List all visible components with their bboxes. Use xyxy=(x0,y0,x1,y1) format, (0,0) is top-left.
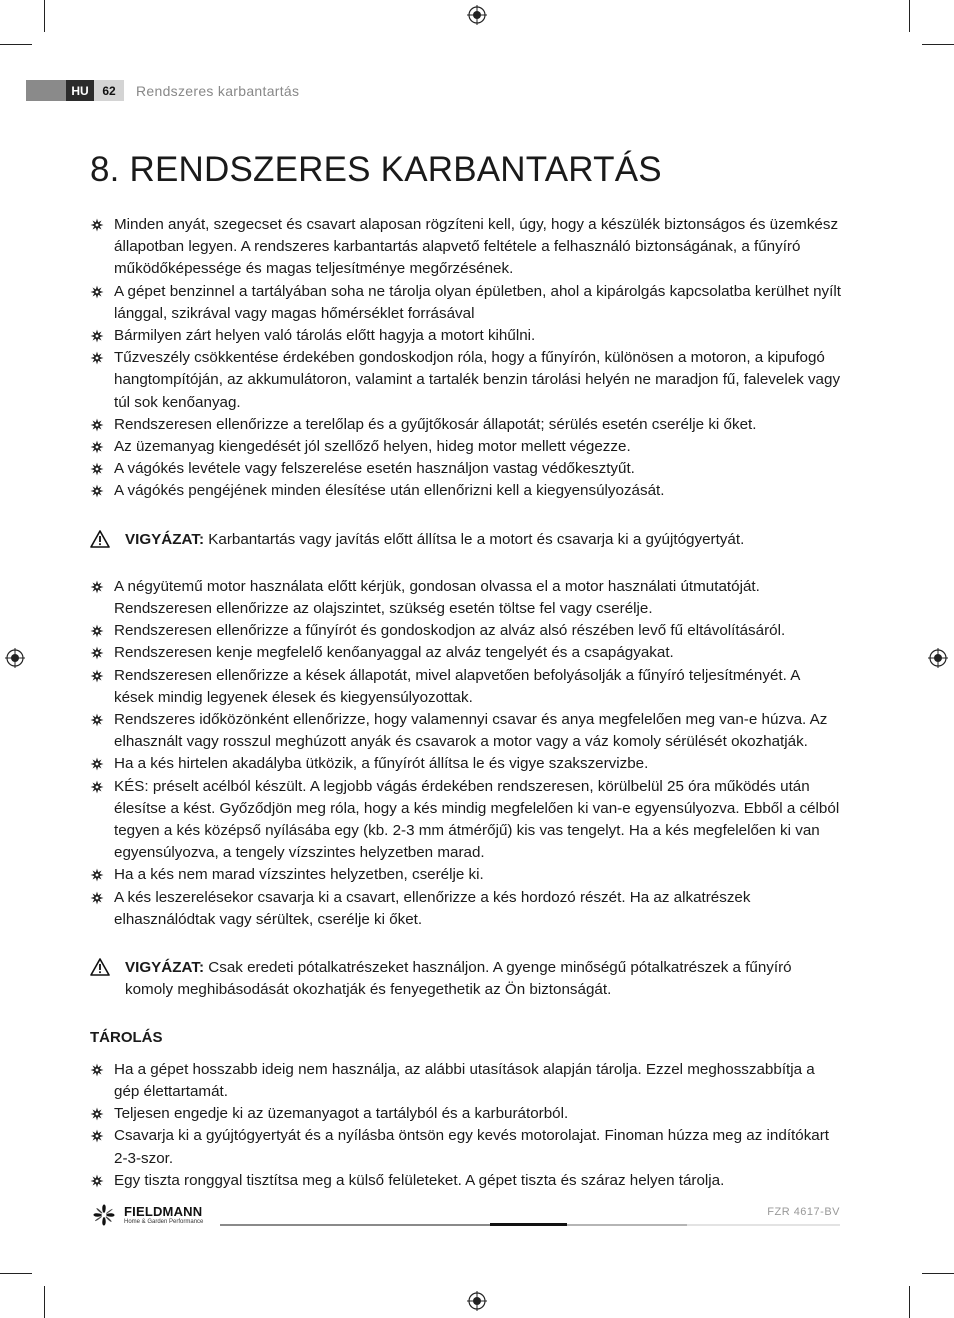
list-item xyxy=(90,414,842,436)
crop-mark xyxy=(44,0,45,32)
list-item xyxy=(90,665,842,709)
list-item-text: Tűzveszély csökkentése érdekében gondoskodjon róla, hogy a fűnyírón, különösen a motoron, a kipufogó hangtompítóján, az akkumulátoron, valamint a tartalék benzin tárolási helyén ne maradjon fű, falevelek vagy túl sok kenőanyag. xyxy=(114,349,841,411)
registration-mark-icon xyxy=(467,1291,487,1311)
list-item xyxy=(90,436,842,458)
page-footer xyxy=(88,1200,840,1230)
maintenance-list-1 xyxy=(90,214,842,503)
page-number: 62 xyxy=(94,80,124,101)
warning-text: Csak eredeti pótalkatrészeket használjon. A gyenge minőségű pótalkatrészek a fűnyíró komoly meghibásodását okozhatják és fenyegethetik az Ön biztonságát. xyxy=(125,959,792,999)
bullet-icon xyxy=(90,1174,104,1188)
list-item-text: A kés leszerelésekor csavarja ki a csavart, ellenőrizze a kés hordozó részét. Ha az alkatrészek elhasználódtak vagy sérültek, cserélje ki őket. xyxy=(114,888,751,928)
warning-triangle-icon xyxy=(90,958,110,976)
registration-mark-icon xyxy=(928,648,948,668)
registration-mark-icon xyxy=(5,648,25,668)
list-item xyxy=(90,480,842,502)
crop-mark xyxy=(0,1273,32,1274)
list-item xyxy=(90,753,842,775)
bullet-icon xyxy=(90,351,104,365)
bullet-icon xyxy=(90,868,104,882)
list-item-text: Rendszeres időközönként ellenőrizze, hogy valamennyi csavar és anya megfelelően meg van-e húzva. Az elhasznált vagy rosszul meghúzott anyák és csavarok a motor vagy a váz komoly sérülését okozhatják. xyxy=(114,711,828,751)
bullet-icon xyxy=(90,580,104,594)
page-title: 8. RENDSZERES KARBANTARTÁS xyxy=(90,150,662,189)
list-item-text: Rendszeresen ellenőrizze a kések állapotát, mivel alapvetően befolyásolják a fűnyíró teljesítményét. A kések mindig legyenek élesek és kiegyensúlyozottak. xyxy=(114,666,800,706)
list-item xyxy=(90,776,842,865)
maintenance-list-2 xyxy=(90,576,842,931)
bullet-icon xyxy=(90,757,104,771)
bullet-icon xyxy=(90,646,104,660)
list-item-text: KÉS: préselt acélból készült. A legjobb vágás érdekében rendszeresen, körülbelül 25 óra működés után élesítse a kést. Győződjön meg róla, hogy a kés mindig megfelelően ki van-e egyensúlyozva. Ebből a célból tegyen a kés középső nyílásába egy (kb. 2-3 mm átmérőjű) kis vas tengelyt. Ha a kés megfelelően ki van egyensúlyozva, a tengely vízszintes helyzetben marad. xyxy=(114,777,840,862)
list-item xyxy=(90,458,842,480)
model-number: FZR 4617-BV xyxy=(767,1206,840,1218)
storage-heading: TÁROLÁS xyxy=(90,1028,163,1046)
list-item xyxy=(90,281,842,325)
crop-mark xyxy=(922,44,954,45)
list-item-text: Csavarja ki a gyújtógyertyát és a nyílásba öntsön egy kevés motorolajat. Finoman húzza meg az indítókart 2-3-szor. xyxy=(114,1127,830,1167)
list-item-text: Ha a gépet hosszabb ideig nem használja, az alábbi utasítások alapján tárolja. Ezzel meghosszabbítja a gép élettartamát. xyxy=(114,1060,815,1100)
bullet-icon xyxy=(90,669,104,683)
list-item-text: Az üzemanyag kiengedését jól szellőző helyen, hideg motor mellett végezze. xyxy=(114,438,631,456)
crop-mark xyxy=(909,0,910,32)
bullet-icon xyxy=(90,1063,104,1077)
registration-mark-icon xyxy=(467,5,487,25)
bullet-icon xyxy=(90,285,104,299)
bullet-icon xyxy=(90,418,104,432)
footer-rule xyxy=(687,1224,840,1226)
list-item-text: Rendszeresen kenje megfelelő kenőanyaggal az alváz tengelyét és a csapágyakat. xyxy=(114,644,674,662)
crop-mark xyxy=(909,1286,910,1318)
brand-tagline: Home & Garden Performance xyxy=(124,1219,204,1225)
warning-text: Karbantartás vagy javítás előtt állítsa le a motort és csavarja ki a gyújtógyertyát. xyxy=(204,530,745,548)
warning-note-2 xyxy=(90,957,842,1001)
bullet-icon xyxy=(90,624,104,638)
footer-rule xyxy=(567,1224,687,1226)
list-item-text: Egy tiszta ronggyal tisztítsa meg a külső felületeket. A gépet tiszta és száraz helyen tárolja. xyxy=(114,1171,725,1189)
list-item-text: Teljesen engedje ki az üzemanyagot a tartályból és a karburátorból. xyxy=(114,1105,569,1123)
list-item xyxy=(90,1125,842,1169)
page-header xyxy=(26,80,299,101)
list-item xyxy=(90,709,842,753)
list-item-text: A négyütemű motor használata előtt kérjük, gondosan olvassa el a motor használati útmutatóját. Rendszeresen ellenőrizze az olajszintet, szükség esetén töltse fel vagy cserélje. xyxy=(114,577,760,618)
bullet-icon xyxy=(90,440,104,454)
bullet-icon xyxy=(90,891,104,905)
footer-rule xyxy=(490,1223,567,1226)
warning-label: VIGYÁZAT: xyxy=(125,530,205,548)
list-item xyxy=(90,1059,842,1103)
warning-label: VIGYÁZAT: xyxy=(125,959,205,977)
brand-logo xyxy=(88,1200,218,1230)
crop-mark xyxy=(0,44,32,45)
footer-rule xyxy=(220,1224,490,1226)
bullet-icon xyxy=(90,484,104,498)
list-item-text: Rendszeresen ellenőrizze a terelőlap és a gyűjtőkosár állapotát; sérülés esetén cserélje ki őket. xyxy=(114,415,757,433)
list-item xyxy=(90,642,842,664)
list-item-text: Minden anyát, szegecset és csavart alaposan rögzíteni kell, úgy, hogy a készülék biztonságos és üzemkész állapotban legyen. A rendszeres karbantartás alapvető feltétele a felhasználó biztonságának, a fűnyíró működőképessége és magas teljesítménye megőrzésének. xyxy=(114,216,839,278)
list-item xyxy=(90,864,842,886)
warning-triangle-icon xyxy=(90,530,110,548)
list-item-text: Bármilyen zárt helyen való tárolás előtt hagyja a motort kihűlni. xyxy=(114,327,536,345)
list-item-text: A vágókés levétele vagy felszerelése esetén használjon vastag védőkesztyűt. xyxy=(114,460,635,478)
list-item xyxy=(90,214,842,281)
crop-mark xyxy=(44,1286,45,1318)
list-item-text: Ha a kés nem marad vízszintes helyzetben, cserélje ki. xyxy=(114,866,484,884)
storage-list xyxy=(90,1059,842,1192)
list-item-text: A vágókés pengéjének minden élesítése után ellenőrizni kell a kiegyensúlyozását. xyxy=(114,482,665,500)
warning-note-1 xyxy=(90,529,842,551)
main-content xyxy=(90,214,842,1192)
list-item xyxy=(90,347,842,414)
language-badge: HU xyxy=(66,80,94,101)
list-item xyxy=(90,325,842,347)
list-item xyxy=(90,887,842,931)
list-item xyxy=(90,620,842,642)
brand-name: FIELDMANN xyxy=(124,1204,203,1219)
crop-mark xyxy=(922,1273,954,1274)
section-name: Rendszeres karbantartás xyxy=(136,82,300,99)
bullet-icon xyxy=(90,780,104,794)
list-item xyxy=(90,1103,842,1125)
list-item xyxy=(90,576,842,620)
list-item xyxy=(90,1170,842,1192)
fan-logo-icon xyxy=(88,1200,120,1230)
bullet-icon xyxy=(90,462,104,476)
bullet-icon xyxy=(90,1129,104,1143)
bullet-icon xyxy=(90,218,104,232)
bullet-icon xyxy=(90,329,104,343)
list-item-text: A gépet benzinnel a tartályában soha ne tárolja olyan épületben, ahol a kipárolgás kapcsolatba kerülhet nyílt lánggal, szikrával vagy magas hőmérséklet forrásával xyxy=(114,282,841,322)
list-item-text: Ha a kés hirtelen akadályba ütközik, a fűnyírót állítsa le és vigye szakszervizbe. xyxy=(114,755,649,773)
header-grey-block xyxy=(26,80,66,101)
list-item-text: Rendszeresen ellenőrizze a fűnyírót és gondoskodjon az alváz alsó részében levő fű eltávolításáról. xyxy=(114,622,786,640)
bullet-icon xyxy=(90,713,104,727)
bullet-icon xyxy=(90,1107,104,1121)
